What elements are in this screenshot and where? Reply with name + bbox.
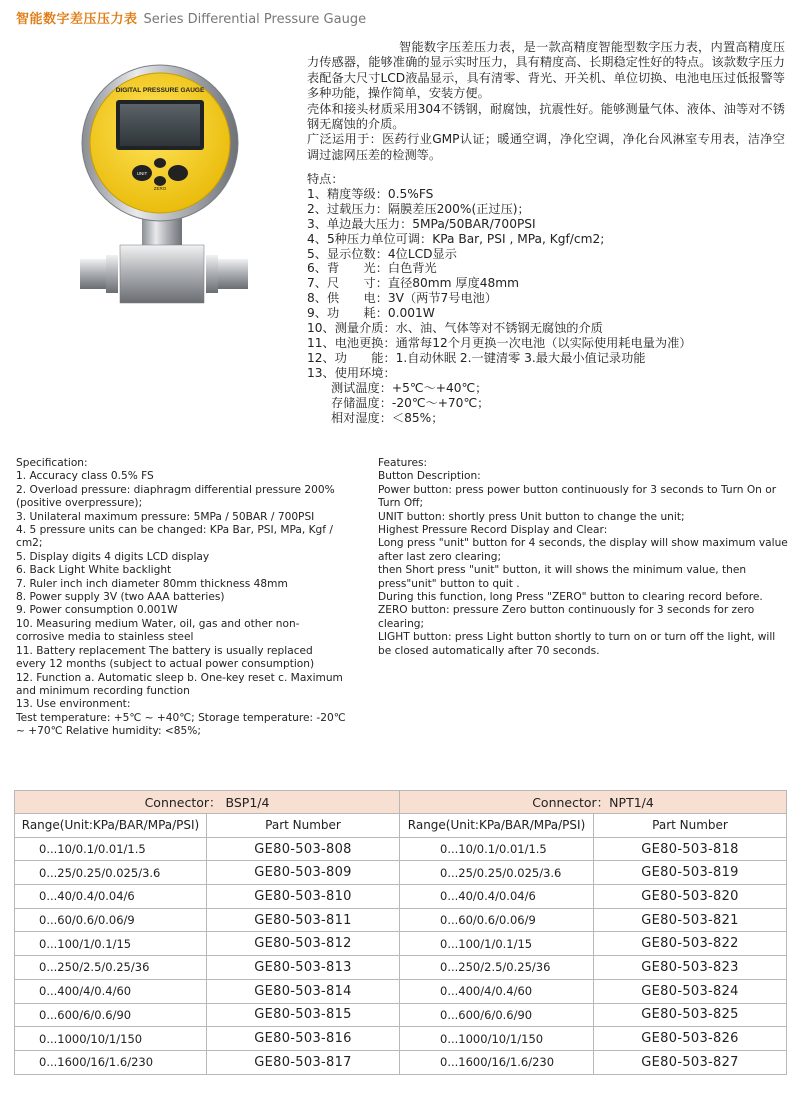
feature-cn-item: 11、电池更换：通常每12个月更换一次电池（以实际使用耗电量为准） [307, 335, 692, 350]
spec-line: 13. Use environment: [16, 698, 131, 711]
spec-line: 8. Power supply 3V (two AAA batteries) [16, 591, 225, 604]
part-number-table [14, 790, 787, 1075]
column-header-row [15, 814, 787, 838]
part-number-cell: GE80-503-820 [594, 885, 787, 909]
spec-line: 12. Function a. Automatic sleep b. One-key reset c. Maximum and minimum recording function [16, 671, 343, 697]
env-cn-item: 相对湿度：＜85%； [331, 410, 444, 425]
part-number-cell: GE80-503-822 [594, 932, 787, 956]
range-cell: 0...25/0.25/0.025/3.6 [400, 861, 594, 885]
table-row [15, 885, 787, 909]
range-cell: 0...100/1/0.1/15 [400, 932, 594, 956]
part-number-cell: GE80-503-827 [594, 1050, 787, 1074]
range-column-header: Range(Unit:KPa/BAR/MPa/PSI) [400, 814, 594, 838]
env-cn-item: 存储温度：-20℃～+70℃； [331, 395, 490, 410]
description-cn-p3: 广泛运用于：医药行业GMP认证；暖通空调，净化空调，净化台风淋室专用表，洁净空调过滤网压差的检测等。 [307, 132, 785, 162]
spec-line: 2. Overload pressure: diaphragm differential pressure 200% (positive overpressure); [16, 483, 335, 510]
part-number-cell: GE80-503-816 [207, 1027, 400, 1051]
connector-bsp-header: Connector： BSP1/4 [15, 791, 400, 814]
light-button [168, 165, 188, 181]
description-cn [307, 40, 785, 163]
table-row [15, 1050, 787, 1074]
env-cn-item: 测试温度：+5℃～+40℃； [331, 380, 488, 395]
range-cell: 0...10/0.1/0.01/1.5 [400, 837, 594, 861]
title-en: Series Differential Pressure Gauge [143, 12, 367, 27]
spec-line: 5. Display digits 4 digits LCD display [16, 550, 210, 563]
feature-en-line: Long press "unit" button for 4 seconds, the display will show maximum value after last zero clearing; [378, 537, 788, 563]
feature-cn-item: 1、精度等级：0.5%FS [307, 186, 434, 201]
features-en [378, 457, 788, 658]
features-cn-heading: 特点： [307, 172, 344, 186]
range-cell: 0...10/0.1/0.01/1.5 [15, 837, 207, 861]
range-cell: 0...1000/10/1/150 [400, 1027, 594, 1051]
range-cell: 0...60/0.6/0.06/9 [400, 908, 594, 932]
spec-line: 10. Measuring medium Water, oil, gas and other non-corrosive media to stainless steel [16, 617, 300, 644]
feature-cn-item: 5、显示位数：4位LCD显示 [307, 246, 457, 261]
spec-line: 3. Unilateral maximum pressure: 5MPa / 50BAR / 700PSI [16, 510, 315, 523]
title-cn: 智能数字差压压力表 [16, 12, 138, 27]
range-cell: 0...60/0.6/0.06/9 [15, 908, 207, 932]
range-cell: 0...400/4/0.4/60 [15, 979, 207, 1003]
range-column-header: Range(Unit:KPa/BAR/MPa/PSI) [15, 814, 207, 838]
feature-en-line: Power button: press power button continuously for 3 seconds to Turn On or Turn Off; [378, 483, 777, 510]
spec-line: Specification: [16, 457, 88, 469]
feature-cn-item: 7、尺 寸：直径80mm 厚度48mm [307, 276, 520, 291]
part-number-cell: GE80-503-818 [594, 837, 787, 861]
part-number-cell: GE80-503-824 [594, 979, 787, 1003]
feature-en-line: Button Description: [378, 470, 481, 483]
description-cn-p1: 智能数字压差压力表，是一款高精度智能型数字压力表，内置高精度压力传感器，能够准确的显示实时压力，具有精度高、长期稳定性好的特点。该款数字压力表配备大尺寸LCD液晶显示，具有清零、背光、开关机、单位切换、电池电压过低报警等多种功能，操作简单，安装方便。 [307, 40, 785, 101]
range-cell: 0...250/2.5/0.25/36 [15, 956, 207, 980]
feature-en-line: Highest Pressure Record Display and Clear: [378, 524, 608, 537]
connector-npt-header: Connector：NPT1/4 [400, 791, 787, 814]
features-cn [307, 172, 787, 425]
feature-en-line: During this function, long Press "ZERO" button to clearing record before. [378, 591, 763, 604]
part-number-cell: GE80-503-817 [207, 1050, 400, 1074]
range-cell: 0...25/0.25/0.025/3.6 [15, 861, 207, 885]
range-cell: 0...250/2.5/0.25/36 [400, 956, 594, 980]
range-cell: 0...600/6/0.6/90 [400, 1003, 594, 1027]
specification-en [16, 457, 346, 739]
description-cn-p2: 壳体和接头材质采用304不锈钢，耐腐蚀，抗震性好。能够测量气体、液体、油等对不锈钢无腐蚀的介质。 [307, 101, 785, 132]
range-cell: 0...600/6/0.6/90 [15, 1003, 207, 1027]
feature-cn-item: 4、5种压力单位可调：KPa Bar, PSI , MPa, Kgf/cm2; [307, 231, 605, 246]
spec-line: 4. 5 pressure units can be changed: KPa Bar, PSI, MPa, Kgf / cm2; [16, 524, 333, 550]
feature-cn-item: 13、使用环境： [307, 365, 396, 380]
table-row [15, 837, 787, 861]
part-number-cell: GE80-503-810 [207, 885, 400, 909]
part-number-cell: GE80-503-813 [207, 956, 400, 980]
feature-cn-item: 6、背 光：白色背光 [307, 261, 437, 276]
table-row [15, 1003, 787, 1027]
part-number-cell: GE80-503-819 [594, 861, 787, 885]
zero-button-label: ZERO [153, 186, 167, 191]
gauge-product-image [80, 55, 280, 315]
part-number-cell: GE80-503-823 [594, 956, 787, 980]
spec-line: 7. Ruler inch inch diameter 80mm thickness 48mm [16, 577, 288, 590]
feature-en-line: then Short press "unit" button, it will shows the minimum value, then press"unit" button to quit . [378, 564, 747, 590]
range-cell: 0...40/0.4/0.04/6 [400, 885, 594, 909]
range-cell: 0...400/4/0.4/60 [400, 979, 594, 1003]
range-cell: 0...1000/10/1/150 [15, 1027, 207, 1051]
feature-en-line: LIGHT button: press Light button shortly to turn on or turn off the light, will be closed automatically after 70 seconds. [378, 631, 776, 657]
table-row [15, 1027, 787, 1051]
part-column-header: Part Number [207, 814, 400, 838]
zero-button [154, 176, 166, 186]
part-column-header: Part Number [594, 814, 787, 838]
part-number-cell: GE80-503-814 [207, 979, 400, 1003]
page-title [16, 8, 366, 27]
range-cell: 0...1600/16/1.6/230 [15, 1050, 207, 1074]
part-number-cell: GE80-503-809 [207, 861, 400, 885]
feature-en-line: UNIT button: shortly press Unit button to change the unit; [378, 510, 685, 523]
spec-line: 6. Back Light White backlight [16, 564, 172, 577]
feature-cn-item: 2、过载压力：隔膜差压200%(正过压)； [307, 201, 530, 216]
part-number-cell: GE80-503-812 [207, 932, 400, 956]
range-cell: 0...1600/16/1.6/230 [400, 1050, 594, 1074]
part-number-cell: GE80-503-808 [207, 837, 400, 861]
range-cell: 0...40/0.4/0.04/6 [15, 885, 207, 909]
feature-cn-item: 10、测量介质：水、油、气体等对不锈钢无腐蚀的介质 [307, 321, 603, 336]
part-number-cell: GE80-503-825 [594, 1003, 787, 1027]
table-row [15, 979, 787, 1003]
spec-line: 11. Battery replacement The battery is usually replaced every 12 months (subject to actual power consumption) [16, 644, 315, 671]
part-number-cell: GE80-503-821 [594, 908, 787, 932]
feature-cn-item: 8、供 电：3V（两节7号电池） [307, 291, 498, 306]
part-number-cell: GE80-503-815 [207, 1003, 400, 1027]
part-number-cell: GE80-503-826 [594, 1027, 787, 1051]
table-row [15, 861, 787, 885]
connector-header-row [15, 791, 787, 814]
spec-line: 9. Power consumption 0.001W [16, 604, 178, 617]
power-button [154, 158, 166, 168]
spec-line: Test temperature: +5℃ ~ +40℃; Storage temperature: -20℃ ~ +70℃ Relative humidity: <85%; [16, 711, 346, 738]
unit-button-label: UNIT [136, 171, 148, 176]
table-row [15, 908, 787, 932]
range-cell: 0...100/1/0.1/15 [15, 932, 207, 956]
spec-line: 1. Accuracy class 0.5% FS [16, 470, 154, 483]
feature-en-line: ZERO button: pressure Zero button continuously for 3 seconds for zero clearing; [378, 604, 755, 630]
feature-cn-item: 3、单边最大压力：5MPa/50BAR/700PSI [307, 216, 536, 231]
table-row [15, 956, 787, 980]
features-en-heading: Features: [378, 457, 428, 469]
feature-cn-item: 9、功 耗：0.001W [307, 306, 435, 321]
part-number-cell: GE80-503-811 [207, 908, 400, 932]
dial-label: DIGITAL PRESSURE GAUGE [115, 87, 205, 94]
feature-cn-item: 12、功 能：1.自动休眠 2.一键清零 3.最大最小值记录功能 [307, 350, 646, 365]
table-row [15, 932, 787, 956]
